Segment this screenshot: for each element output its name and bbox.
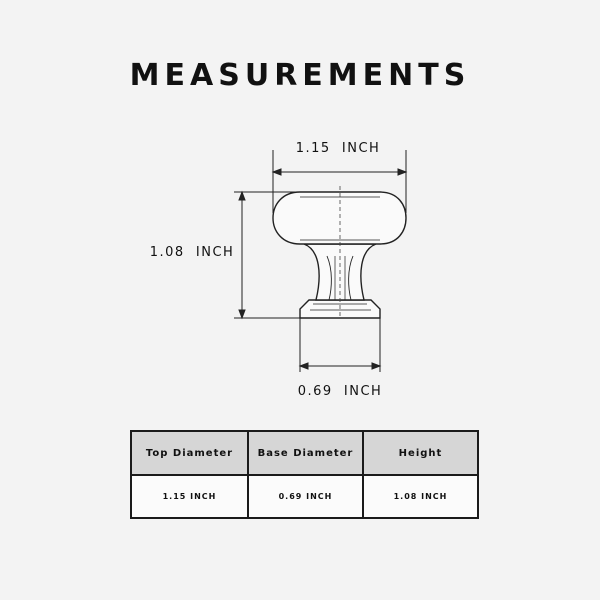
page-title: MEASUREMENTS xyxy=(129,58,471,93)
header-base-diameter: Base Diameter xyxy=(248,431,363,475)
table-row xyxy=(131,475,478,518)
knob-outline xyxy=(273,192,406,318)
header-top-diameter: Top Diameter xyxy=(131,431,248,475)
table-header-row xyxy=(131,431,478,475)
base-diameter-label: 0.69 INCH xyxy=(297,384,383,399)
base-diameter-dimension xyxy=(300,318,380,372)
value-top-diameter: 1.15 INCH xyxy=(131,475,248,518)
value-base-diameter: 0.69 INCH xyxy=(248,475,363,518)
value-height: 1.08 INCH xyxy=(363,475,478,518)
top-diameter-label: 1.15 INCH xyxy=(295,141,381,156)
header-height: Height xyxy=(363,431,478,475)
measurements-table xyxy=(130,430,479,519)
height-label: 1.08 INCH xyxy=(149,245,235,260)
